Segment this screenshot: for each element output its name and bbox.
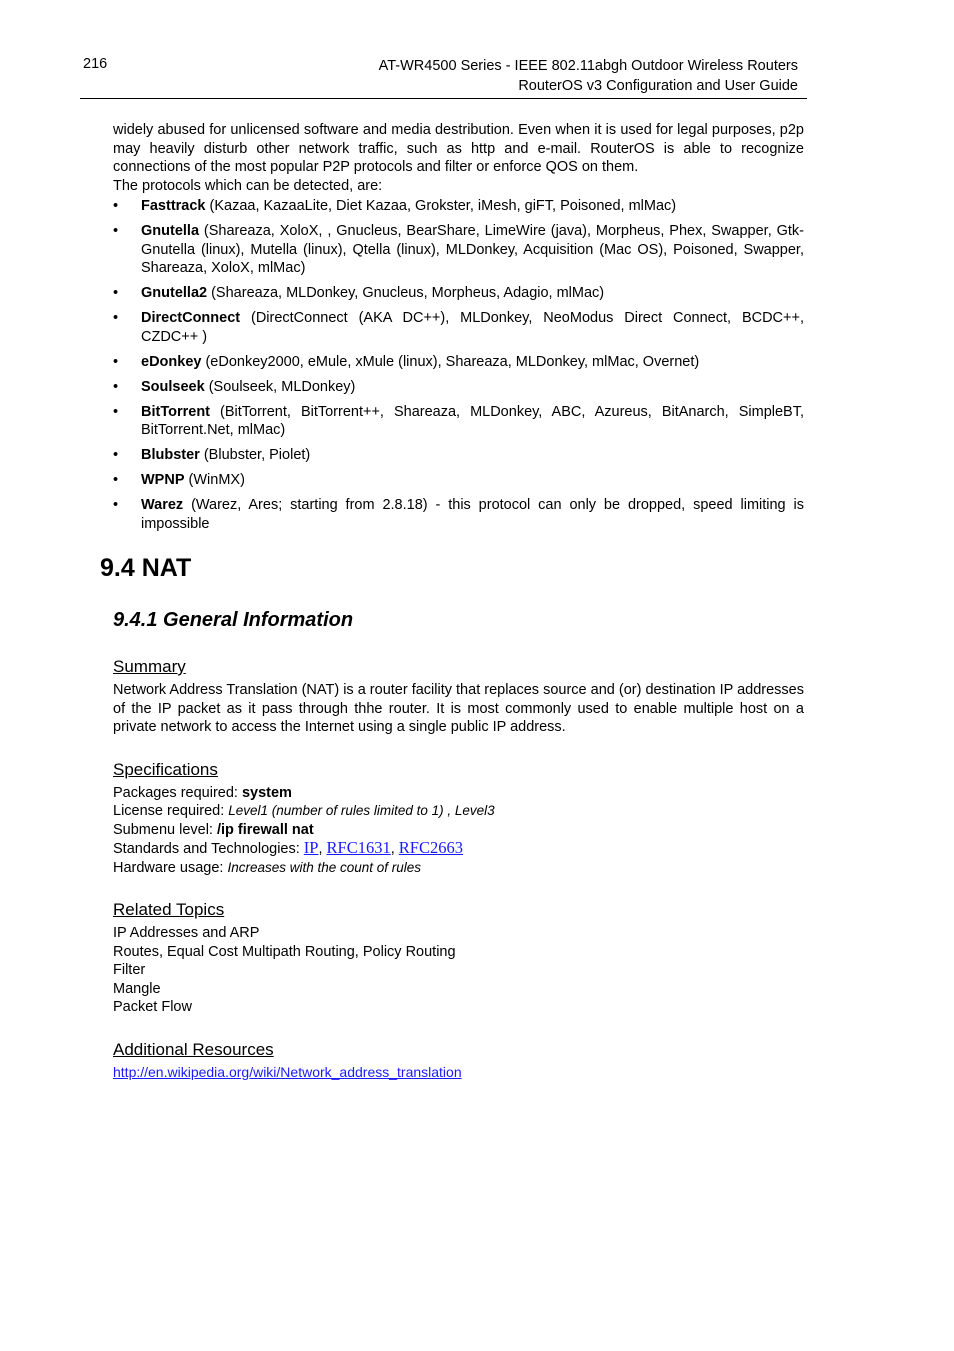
bullet-icon: • <box>113 285 119 301</box>
bullet-icon: • <box>113 472 119 488</box>
running-title <box>379 56 798 96</box>
protocol-clients: (WinMX) <box>184 472 245 488</box>
bullet-icon: • <box>113 310 119 326</box>
protocol-clients: (Warez, Ares; starting from 2.8.18) - this protocol can only be dropped, speed limiting is impossible <box>141 497 804 532</box>
related-topic: Mangle <box>113 980 161 997</box>
protocol-name: Warez <box>141 497 184 513</box>
summary-heading: Summary <box>113 657 186 676</box>
additional-resources-heading: Additional Resources <box>113 1039 274 1059</box>
protocol-item <box>113 446 804 465</box>
protocol-item <box>113 353 804 372</box>
spec-value: system <box>241 784 292 801</box>
protocol-item <box>113 496 804 533</box>
protocol-item <box>113 284 804 303</box>
bullet-icon: • <box>113 378 119 395</box>
ip-link[interactable]: IP <box>303 838 319 857</box>
spec-standards <box>113 839 804 859</box>
intro-paragraph: widely abused for unlicensed software and media destribution. Even when it is used for legal purposes, p2p may heavily disturb other network traffic, such as http and e-mail. RouterOS is able to recognize connections of the most popular P2P protocols and filter or enforce QOS on them. <box>113 122 804 175</box>
related-topic: IP Addresses and ARP <box>113 925 260 941</box>
protocol-name: Fasttrack <box>141 198 206 214</box>
bullet-icon: • <box>113 198 119 214</box>
protocol-name: Soulseek <box>141 378 205 395</box>
related-topic: Routes, Equal Cost Multipath Routing, Policy Routing <box>113 943 456 960</box>
rfc2663-link[interactable]: RFC2663 <box>398 838 463 857</box>
protocol-clients: (Shareaza, XoloX, , Gnucleus, BearShare, LimeWire (java), Morpheus, Phex, Swapper, Gtk-Gnutella (linux), Mutella (linux), Qtella (linux), MLDonkey, Acquisition (Mac OS), Poisoned, Swapper, Shareaza, XoloX, mlMac) <box>141 223 804 276</box>
protocol-name: Gnutella <box>141 223 200 239</box>
spec-value: Increases with the count of rules <box>227 859 422 875</box>
protocol-item <box>113 378 804 397</box>
protocol-clients: (Shareaza, MLDonkey, Gnucleus, Morpheus, Adagio, mlMac) <box>207 285 605 301</box>
spec-label: Standards and Technologies: <box>113 841 304 857</box>
protocol-name: BitTorrent <box>141 403 211 420</box>
related-topics-heading: Related Topics <box>113 900 225 919</box>
running-title-line1: AT-WR4500 Series - IEEE 802.11abgh Outdoor Wireless Routers <box>378 58 798 74</box>
bullet-icon: • <box>113 497 119 513</box>
spec-value: /ip firewall nat <box>216 821 314 838</box>
spec-hardware <box>113 859 804 878</box>
bullet-icon: • <box>113 223 119 239</box>
protocol-clients: (eDonkey2000, eMule, xMule (linux), Shareaza, MLDonkey, mlMac, Overnet) <box>201 353 700 370</box>
protocol-name: WPNP <box>141 472 185 488</box>
protocol-clients: (Blubster, Piolet) <box>199 447 311 463</box>
related-topics-list <box>113 924 804 1017</box>
wikipedia-nat-link[interactable]: http://en.wikipedia.org/wiki/Network_address_translation <box>113 1063 462 1080</box>
bullet-icon: • <box>113 403 119 420</box>
related-topic: Filter <box>113 962 146 978</box>
page-header <box>80 56 807 99</box>
bullet-icon: • <box>113 447 119 463</box>
spec-label: Submenu level: <box>113 821 217 838</box>
protocol-name: Gnutella2 <box>141 285 208 301</box>
protocol-clients: (BitTorrent, BitTorrent++, Shareaza, MLDonkey, ABC, Azureus, BitAnarch, SimpleBT, BitTorrent.Net, mlMac) <box>141 403 804 438</box>
spec-value: Level1 (number of rules limited to 1) , Level3 <box>228 803 495 818</box>
protocol-item <box>113 309 804 346</box>
summary-text: Network Address Translation (NAT) is a router facility that replaces source and (or) destination IP addresses of the IP packet as it pass through thhe router. It is most commonly used to enable multiple host on a private network to access the Internet using a single public IP address. <box>113 682 804 735</box>
section-title: 9.4 NAT <box>100 554 192 582</box>
protocol-item <box>113 222 804 278</box>
page-content <box>100 121 804 1081</box>
protocol-name: DirectConnect <box>141 310 241 326</box>
page-number: 216 <box>83 56 108 72</box>
protocol-list <box>113 197 804 533</box>
protocol-clients: (Soulseek, MLDonkey) <box>204 378 356 395</box>
protocol-clients: (Kazaa, KazaaLite, Diet Kazaa, Grokster, iMesh, giFT, Poisoned, mlMac) <box>205 198 677 214</box>
specifications-block <box>113 784 804 878</box>
subsection-title: 9.4.1 General Information <box>113 609 354 631</box>
rfc1631-link[interactable]: RFC1631 <box>326 838 391 857</box>
spec-license <box>113 802 804 821</box>
protocol-item <box>113 197 804 216</box>
separator: , <box>390 841 399 857</box>
protocol-name: eDonkey <box>141 353 202 370</box>
separator: , <box>318 841 327 857</box>
running-title-line2: RouterOS v3 Configuration and User Guide <box>518 78 798 94</box>
protocol-clients: (DirectConnect (AKA DC++), MLDonkey, NeoModus Direct Connect, BCDC++, CZDC++ ) <box>141 310 804 345</box>
protocol-item <box>113 403 804 440</box>
spec-label: Packages required: <box>113 784 242 801</box>
spec-label: Hardware usage: <box>113 859 228 876</box>
spec-packages <box>113 784 804 803</box>
protocols-lead: The protocols which can be detected, are: <box>113 177 383 194</box>
spec-label: License required: <box>113 803 229 819</box>
bullet-icon: • <box>113 353 119 370</box>
specifications-heading: Specifications <box>113 759 218 779</box>
protocol-name: Blubster <box>141 447 200 463</box>
spec-submenu <box>113 821 804 840</box>
related-topic: Packet Flow <box>113 999 192 1015</box>
protocol-item <box>113 471 804 490</box>
